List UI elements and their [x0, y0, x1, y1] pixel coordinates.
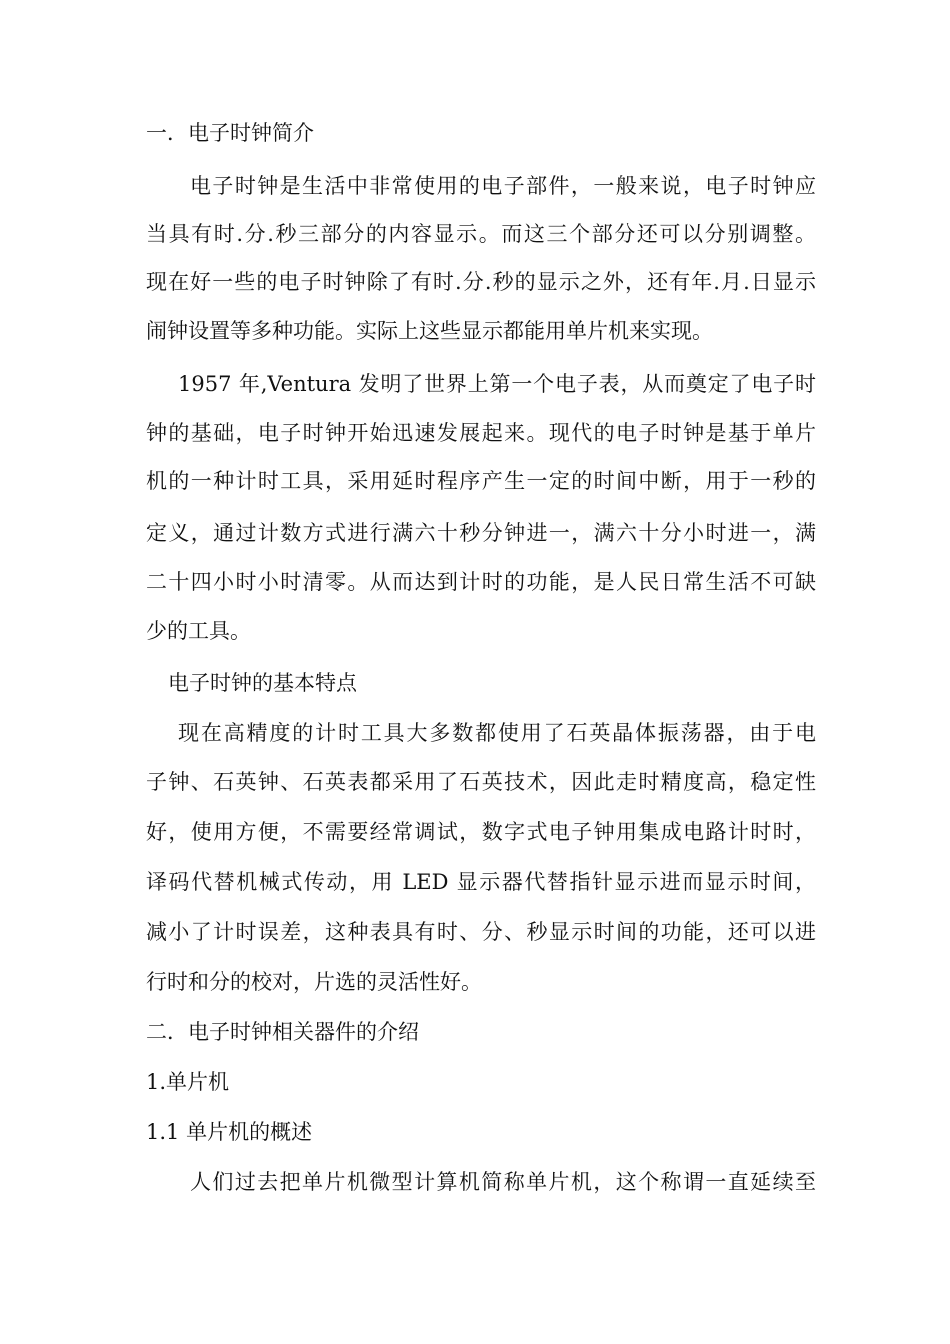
paragraph-line: 电子时钟是生活中非常使用的电子部件，一般来说，电子时钟应 — [190, 174, 816, 198]
subsection-heading: 1.单片机 — [146, 1070, 230, 1094]
paragraph-line: 二十四小时小时清零。从而达到计时的功能，是人民日常生活不可缺 — [146, 570, 816, 594]
paragraph-line: 定义，通过计数方式进行满六十秒分钟进一，满六十分小时进一，满 — [146, 521, 816, 545]
paragraph-line: 闹钟设置等多种功能。实际上这些显示都能用单片机来实现。 — [146, 319, 713, 343]
paragraph-line: 子钟、石英钟、石英表都采用了石英技术，因此走时精度高，稳定性 — [146, 770, 816, 794]
subsection-heading: 1.1 单片机的概述 — [146, 1120, 313, 1144]
paragraph-line: 减小了计时误差，这种表具有时、分、秒显示时间的功能，还可以进 — [146, 920, 816, 944]
paragraph-line: 机的一种计时工具，采用延时程序产生一定的时间中断，用于一秒的 — [146, 469, 816, 493]
paragraph-line: 现在高精度的计时工具大多数都使用了石英晶体振荡器，由于电 — [178, 721, 816, 745]
paragraph-line: 少的工具。 — [146, 619, 251, 643]
paragraph-line: 人们过去把单片机微型计算机简称单片机，这个称谓一直延续至 — [190, 1170, 816, 1194]
paragraph-line: 当具有时.分.秒三部分的内容显示。而这三个部分还可以分别调整。 — [146, 222, 816, 246]
section-heading: 二．电子时钟相关器件的介绍 — [146, 1020, 419, 1044]
paragraph-line: 译码代替机械式传动，用 LED 显示器代替指针显示进而显示时间， — [146, 870, 816, 894]
subsection-heading: 电子时钟的基本特点 — [168, 671, 357, 695]
paragraph-line: 好，使用方便，不需要经常调试，数字式电子钟用集成电路计时时， — [146, 820, 816, 844]
paragraph-line: 1957 年,Ventura 发明了世界上第一个电子表，从而奠定了电子时 — [178, 372, 816, 396]
paragraph-line: 现在好一些的电子时钟除了有时.分.秒的显示之外，还有年.月.日显示 — [146, 270, 816, 294]
section-heading: 一．电子时钟简介 — [146, 121, 314, 145]
paragraph-line: 行时和分的校对，片选的灵活性好。 — [146, 970, 482, 994]
paragraph-line: 钟的基础，电子时钟开始迅速发展起来。现代的电子时钟是基于单片 — [146, 421, 816, 445]
